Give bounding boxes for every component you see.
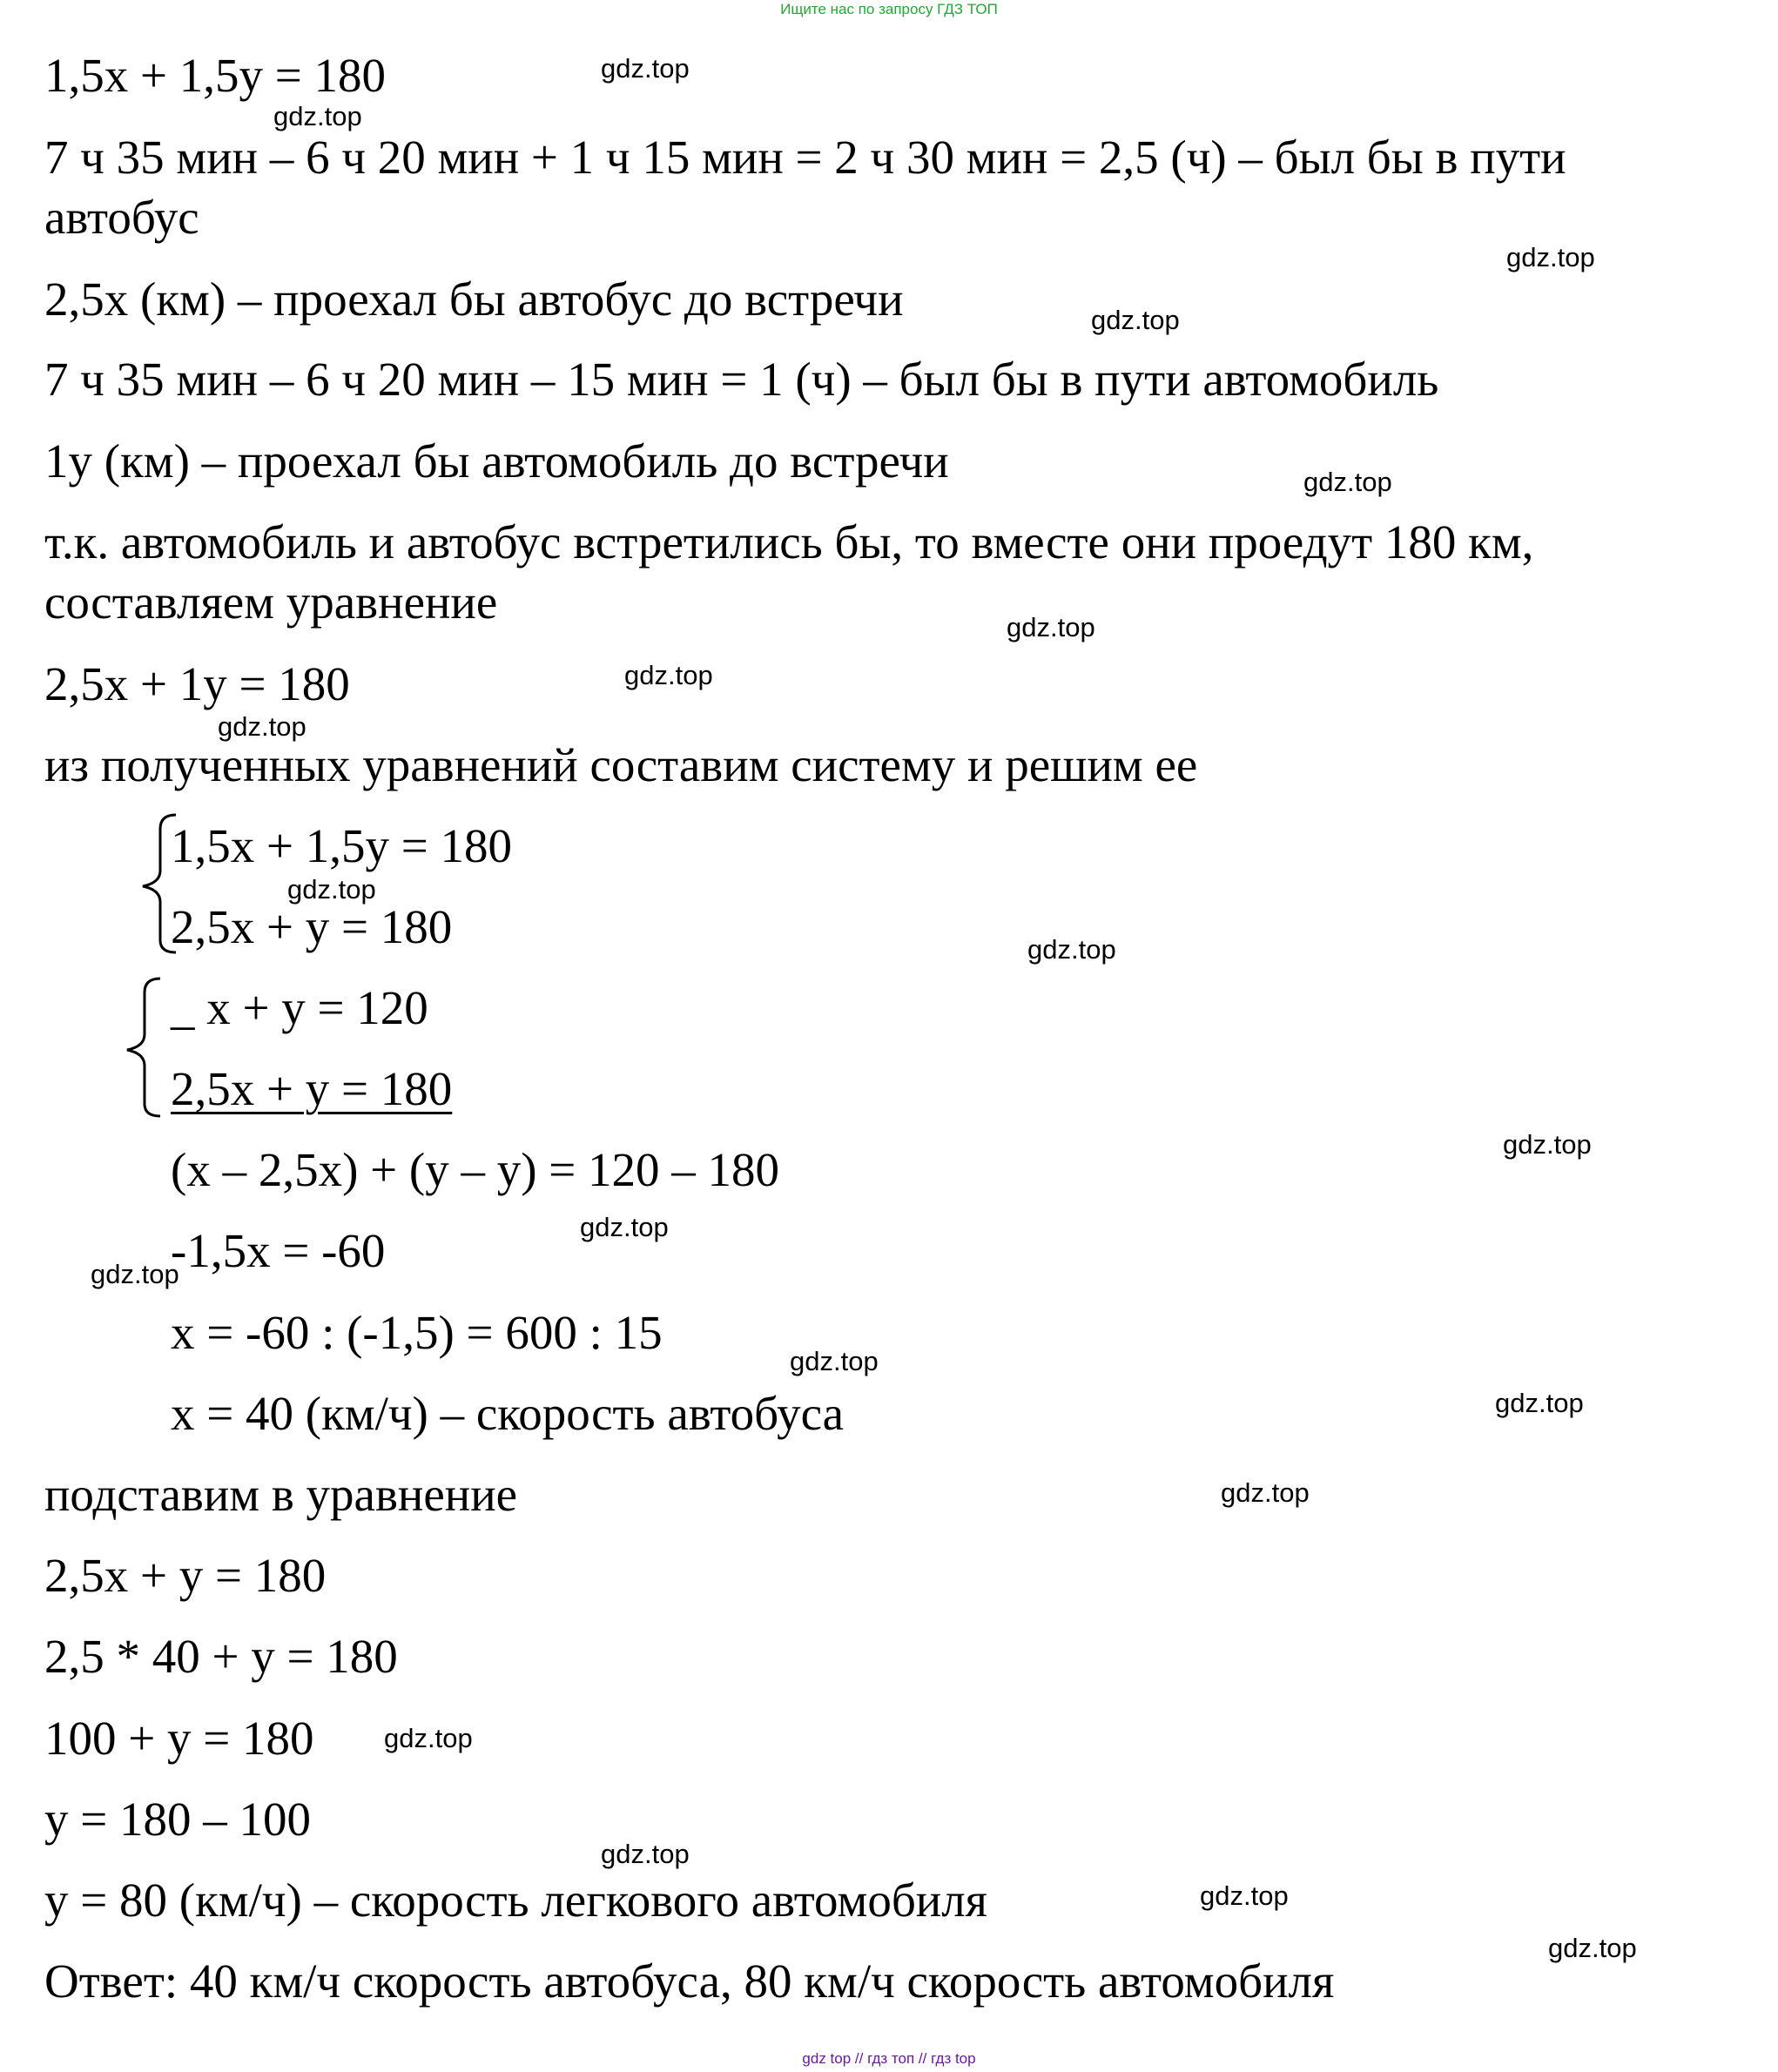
system-brace-icon [115, 973, 167, 1121]
solution-step: (x – 2,5x) + (y – y) = 120 – 180 [171, 1143, 780, 1196]
text-line: составляем уравнение [44, 575, 498, 629]
text-line: из полученных уравнений составим систему и решим ее [44, 738, 1198, 791]
watermark: gdz.top [1007, 612, 1095, 642]
solution-step: x = -60 : (-1,5) = 600 : 15 [171, 1306, 663, 1359]
text-line: автобус [44, 191, 199, 244]
text-line: 2,5 * 40 + y = 180 [44, 1630, 398, 1683]
watermark: gdz.top [91, 1259, 179, 1289]
watermark: gdz.top [384, 1723, 473, 1753]
watermark: gdz.top [580, 1212, 669, 1242]
watermark: gdz.top [601, 1839, 690, 1869]
watermark: gdz.top [1303, 467, 1392, 497]
footer: gdz top // гдз топ // гдз top [802, 2050, 976, 2067]
text-line: y = 180 – 100 [44, 1793, 312, 1846]
watermark: gdz.top [273, 101, 362, 131]
watermark: gdz.top [1548, 1933, 1637, 1963]
watermark: gdz.top [1506, 242, 1595, 272]
text-line: т.к. автомобиль и автобус встретились бы, то вместе они проедут 180 км, [44, 515, 1534, 568]
text-line: 1,5x + 1,5y = 180 [44, 49, 387, 102]
system1-eq2: 2,5x + y = 180 [171, 900, 453, 953]
solution-step: x = 40 (км/ч) – скорость автобуса [171, 1387, 845, 1440]
text-line: подставим в уравнение [44, 1468, 518, 1521]
text-line: y = 80 (км/ч) – скорость легкового автомобиля [44, 1874, 987, 1927]
top-banner: Ищите нас по запросу ГДЗ ТОП [780, 1, 998, 17]
watermark: gdz.top [624, 660, 713, 690]
text-line: 2,5x + y = 180 [44, 1549, 327, 1602]
watermark: gdz.top [1221, 1477, 1310, 1508]
text-line: 1y (км) – проехал бы автомобиль до встречи [44, 434, 949, 488]
text-line: 7 ч 35 мин – 6 ч 20 мин – 15 мин = 1 (ч) – был бы в пути автомобиль [44, 353, 1439, 406]
watermark: gdz.top [1495, 1388, 1584, 1418]
text-line: 2,5x + 1y = 180 [44, 657, 350, 710]
text-line: 2,5x (км) – проехал бы автобус до встречи [44, 272, 904, 326]
watermark: gdz.top [1503, 1129, 1592, 1160]
watermark: gdz.top [287, 874, 376, 905]
text-line: 7 ч 35 мин – 6 ч 20 мин + 1 ч 15 мин = 2 ч 30 мин = 2,5 (ч) – был бы в пути [44, 131, 1566, 184]
system2-eq2: 2,5x + y = 180 [171, 1062, 453, 1115]
watermark: gdz.top [601, 53, 690, 84]
watermark: gdz.top [218, 711, 306, 742]
solution-step: -1,5x = -60 [171, 1224, 386, 1277]
system2-eq1: _ x + y = 120 [171, 981, 428, 1034]
text-line: 100 + y = 180 [44, 1712, 314, 1765]
watermark: gdz.top [1200, 1880, 1289, 1911]
system1-eq1: 1,5x + 1,5y = 180 [171, 819, 513, 872]
watermark: gdz.top [790, 1346, 879, 1376]
answer-line: Ответ: 40 км/ч скорость автобуса, 80 км/ч скорость автомобиля [44, 1954, 1335, 2008]
watermark: gdz.top [1091, 305, 1180, 335]
watermark: gdz.top [1027, 934, 1116, 965]
